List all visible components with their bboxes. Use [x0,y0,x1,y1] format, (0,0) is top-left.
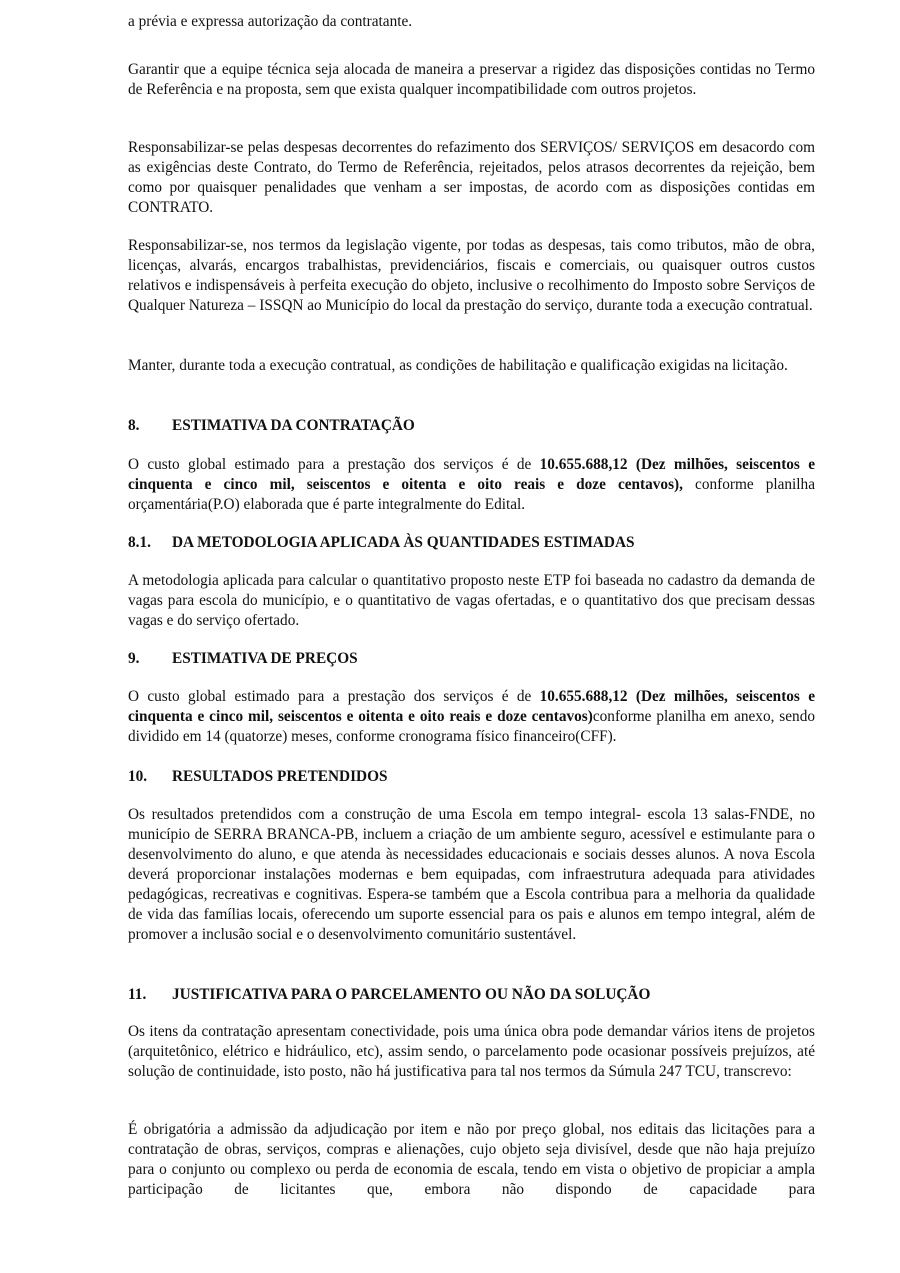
section-title: RESULTADOS PRETENDIDOS [172,768,388,785]
section-10-heading [128,767,815,787]
section-9-text [128,687,815,747]
paragraph-authorization: a prévia e expressa autorização da contratante. [128,13,413,30]
section-number: 10. [128,768,148,785]
section-number: 8. [128,417,140,434]
section-8-1-text: A metodologia aplicada para calcular o quantitativo proposto neste ETP foi baseada no cadastro da demanda de vagas para escola do município, e o quantitativo de vagas ofertadas, e o quantitativo dos que precisam dessas vagas e do serviço ofertado. [128,572,815,629]
text: O custo global estimado para a prestação dos serviços é de [128,456,540,473]
section-8-1-heading [128,533,815,553]
section-11-heading [128,985,815,1005]
section-title: ESTIMATIVA DE PREÇOS [172,650,358,667]
amount-bold: 10.655.688,12 (Dez milhões, seiscentos e cinquenta e cinco mil, seiscentos e oitenta e oito reais e doze centavos), [128,456,815,493]
section-number: 11. [128,986,147,1003]
section-9-heading [128,649,815,669]
section-title: DA METODOLOGIA APLICADA ÀS QUANTIDADES ESTIMADAS [172,534,635,551]
paragraph-team-allocation: Garantir que a equipe técnica seja alocada de maneira a preservar a rigidez das disposições contidas no Termo de Referência e na proposta, sem que exista qualquer incompatibilidade com outros projetos. [128,61,815,98]
amount-bold: 10.655.688,12 (Dez milhões, seiscentos e cinquenta e cinco mil, seiscentos e oitenta e oito reais e doze centavos) [128,688,815,725]
sumula-quote: É obrigatória a admissão da adjudicação por item e não por preço global, nos editais das licitações para a contratação de obras, serviços, compras e alienações, cujo objeto seja divisível, desde que não haja prejuízo para o conjunto ou complexo ou perda de economia de escala, tendo em vista o objetivo de propiciar a ampla participação de licitantes que, embora não dispondo de capacidade para [128,1121,815,1198]
section-8-heading [128,416,815,436]
text: conforme planilha em anexo, sendo dividido em 14 (quatorze) meses, conforme cronograma físico financeiro(CFF). [128,708,815,745]
paragraph-legal-expenses: Responsabilizar-se, nos termos da legislação vigente, por todas as despesas, tais como tributos, mão de obra, licenças, alvarás, encargos trabalhistas, previdenciários, fiscais e comerciais, ou quaisquer outros custos relativos e indispensáveis à perfeita execução do objeto, inclusive o recolhimento do Imposto sobre Serviços de Qualquer Natureza – ISSQN ao Município do local da prestação do serviço, durante toda a execução contratual. [128,237,815,314]
paragraph-qualification: Manter, durante toda a execução contratual, as condições de habilitação e qualificação exigidas na licitação. [128,357,788,374]
section-10-text: Os resultados pretendidos com a construção de uma Escola em tempo integral- escola 13 salas-FNDE, no município de SERRA BRANCA-PB, incluem a criação de um ambiente seguro, acessível e estimulante para o desenvolvimento do aluno, e que atenda às necessidades educacionais e sociais desses alunos. A nova Escola deverá proporcionar instalações modernas e bem equipadas, com infraestrutura adequada para atividades pedagógicas, recreativas e cognitivas. Espera-se também que a Escola contribua para a melhoria da qualidade de vida das famílias locais, oferecendo um suporte essencial para os pais e alunos em tempo integral, além de promover a inclusão social e o desenvolvimento comunitário sustentável. [128,806,815,943]
section-number: 8.1. [128,534,151,551]
text: O custo global estimado para a prestação dos serviços é de [128,688,540,705]
text: conforme planilha orçamentária(P.O) elaborada que é parte integralmente do Edital. [128,476,815,513]
section-8-text [128,455,815,515]
section-title: ESTIMATIVA DA CONTRATAÇÃO [172,417,415,434]
section-11-text: Os itens da contratação apresentam conectividade, pois uma única obra pode demandar vários itens de projetos (arquitetônico, elétrico e hidráulico, etc), assim sendo, o parcelamento pode ocasionar possíveis prejuízos, até solução de continuidade, isto posto, não há justificativa para tal nos termos da Súmula 247 TCU, transcrevo: [128,1023,815,1080]
section-title: JUSTIFICATIVA PARA O PARCELAMENTO OU NÃO DA SOLUÇÃO [172,986,651,1003]
paragraph-rework-expenses: Responsabilizar-se pelas despesas decorrentes do refazimento dos SERVIÇOS/ SERVIÇOS em desacordo com as exigências deste Contrato, do Termo de Referência, rejeitados, pelos atrasos decorrentes da rejeição, bem como por quaisquer penalidades que venham a ser impostas, de acordo com as disposições contidas em CONTRATO. [128,139,815,216]
section-number: 9. [128,650,140,667]
